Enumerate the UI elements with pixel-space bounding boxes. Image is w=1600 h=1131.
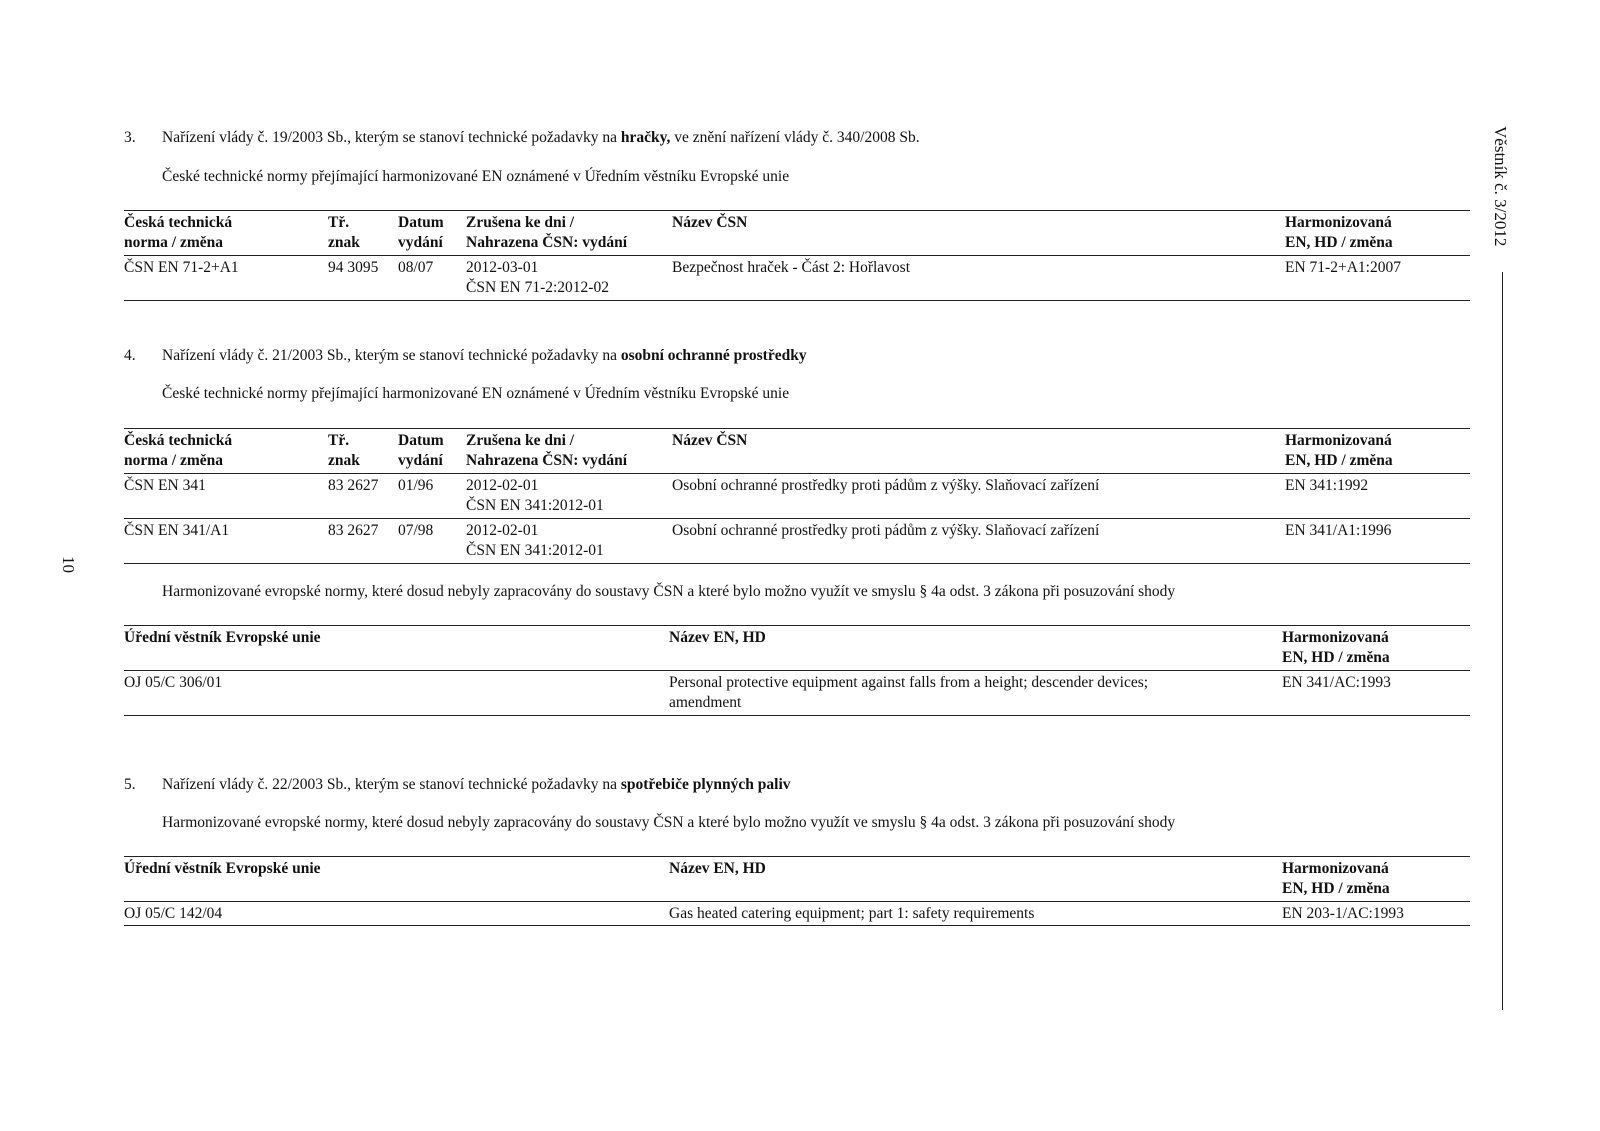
cell-csn: ČSN EN 71-2+A1 [124,259,239,276]
cell-zrusena: 2012-03-01 ČSN EN 71-2:2012-02 [466,259,609,296]
cell-nazev: Bezpečnost hraček - Část 2: Hořlavost [672,259,911,276]
header-csn: Česká technická norma / změna [124,432,233,469]
bulletin-title: Věstník č. 3/2012 [1491,126,1510,247]
table-row-rule [124,518,1470,519]
cell-datum: 08/07 [398,259,434,276]
section-subject: spotřebiče plynných paliv [620,776,791,793]
cell-tr: 83 2627 [328,477,379,494]
header-tr: Tř. znak [328,214,360,251]
section-number: 3. [124,129,136,146]
table-bottom-rule [124,715,1470,716]
cell-tr: 83 2627 [328,522,379,539]
cell-csn: ČSN EN 341/A1 [124,522,230,539]
table-bottom-rule [124,925,1470,926]
section-subject: osobní ochranné prostředky [620,347,807,364]
header-nazev: Název ČSN [672,432,748,449]
section-subheading-harmonized: Harmonizované evropské normy, které dosud nebyly zapracovány do soustavy ČSN a které bylo možno využít ve smyslu § 4a odst. 3 zákona při posuzování shody [162,583,1176,600]
header-harm: Harmonizovaná EN, HD / změna [1285,432,1393,469]
cell-oj: OJ 05/C 142/04 [124,905,223,922]
table-top-rule [124,856,1470,857]
header-csn: Česká technická norma / změna [124,214,233,251]
header-zrusena: Zrušena ke dni / Nahrazena ČSN: vydání [466,432,628,469]
cell-zrusena: 2012-02-01 ČSN EN 341:2012-01 [466,522,604,559]
header-nazev: Název EN, HD [669,629,766,646]
table-top-rule [124,625,1470,626]
header-nazev: Název ČSN [672,214,748,231]
table-top-rule [124,210,1470,211]
cell-datum: 07/98 [398,522,434,539]
section-subheading: Harmonizované evropské normy, které dosud nebyly zapracovány do soustavy ČSN a které bylo možno využít ve smyslu § 4a odst. 3 zákona při posuzování shody [162,814,1176,831]
header-harm: Harmonizovaná EN, HD / změna [1282,629,1390,666]
section-number: 5. [124,776,136,793]
section-subject: hračky, [620,129,671,146]
header-tr: Tř. znak [328,432,360,469]
table-bottom-rule [124,300,1470,301]
table-bottom-rule [124,563,1470,564]
side-divider [1502,272,1503,1010]
cell-oj: OJ 05/C 306/01 [124,674,223,691]
cell-harm: EN 203-1/AC:1993 [1282,905,1404,922]
header-harm: Harmonizovaná EN, HD / změna [1285,214,1393,251]
section-heading: Nařízení vlády č. 21/2003 Sb., kterým se stanoví technické požadavky na osobní ochranné prostředky [162,347,807,364]
header-zrusena: Zrušena ke dni / Nahrazena ČSN: vydání [466,214,628,251]
section-heading: Nařízení vlády č. 19/2003 Sb., kterým se stanoví technické požadavky na hračky, ve znění nařízení vlády č. 340/2008 Sb. [162,129,920,146]
cell-datum: 01/96 [398,477,434,494]
section-subheading: České technické normy přejímající harmonizované EN oznámené v Úředním věstníku Evropské unie [162,385,790,402]
cell-nazev: Personal protective equipment against falls from a height; descender devices; amendment [669,674,1149,711]
cell-harm: EN 341/AC:1993 [1282,674,1391,691]
cell-harm: EN 71-2+A1:2007 [1285,259,1401,276]
table-top-rule [124,428,1470,429]
cell-nazev: Osobní ochranné prostředky proti pádům z výšky. Slaňovací zařízení [672,477,1100,494]
header-nazev: Název EN, HD [669,860,766,877]
section-heading: Nařízení vlády č. 22/2003 Sb., kterým se stanoví technické požadavky na spotřebiče plynných paliv [162,776,791,793]
cell-tr: 94 3095 [328,259,379,276]
section-subheading: České technické normy přejímající harmonizované EN oznámené v Úředním věstníku Evropské unie [162,168,790,185]
cell-harm: EN 341/A1:1996 [1285,522,1392,539]
header-datum: Datum vydání [398,432,444,469]
header-oj: Úřední věstník Evropské unie [124,629,321,646]
table-header-rule [124,255,1470,256]
header-datum: Datum vydání [398,214,444,251]
table-header-rule [124,473,1470,474]
section-number: 4. [124,347,136,364]
cell-zrusena: 2012-02-01 ČSN EN 341:2012-01 [466,477,604,514]
cell-csn: ČSN EN 341 [124,477,206,494]
table-header-rule [124,670,1470,671]
cell-nazev: Gas heated catering equipment; part 1: safety requirements [669,905,1035,922]
cell-nazev: Osobní ochranné prostředky proti pádům z výšky. Slaňovací zařízení [672,522,1100,539]
page-number: 10 [59,556,78,573]
header-oj: Úřední věstník Evropské unie [124,860,321,877]
header-harm: Harmonizovaná EN, HD / změna [1282,860,1390,897]
cell-harm: EN 341:1992 [1285,477,1369,494]
table-header-rule [124,901,1470,902]
